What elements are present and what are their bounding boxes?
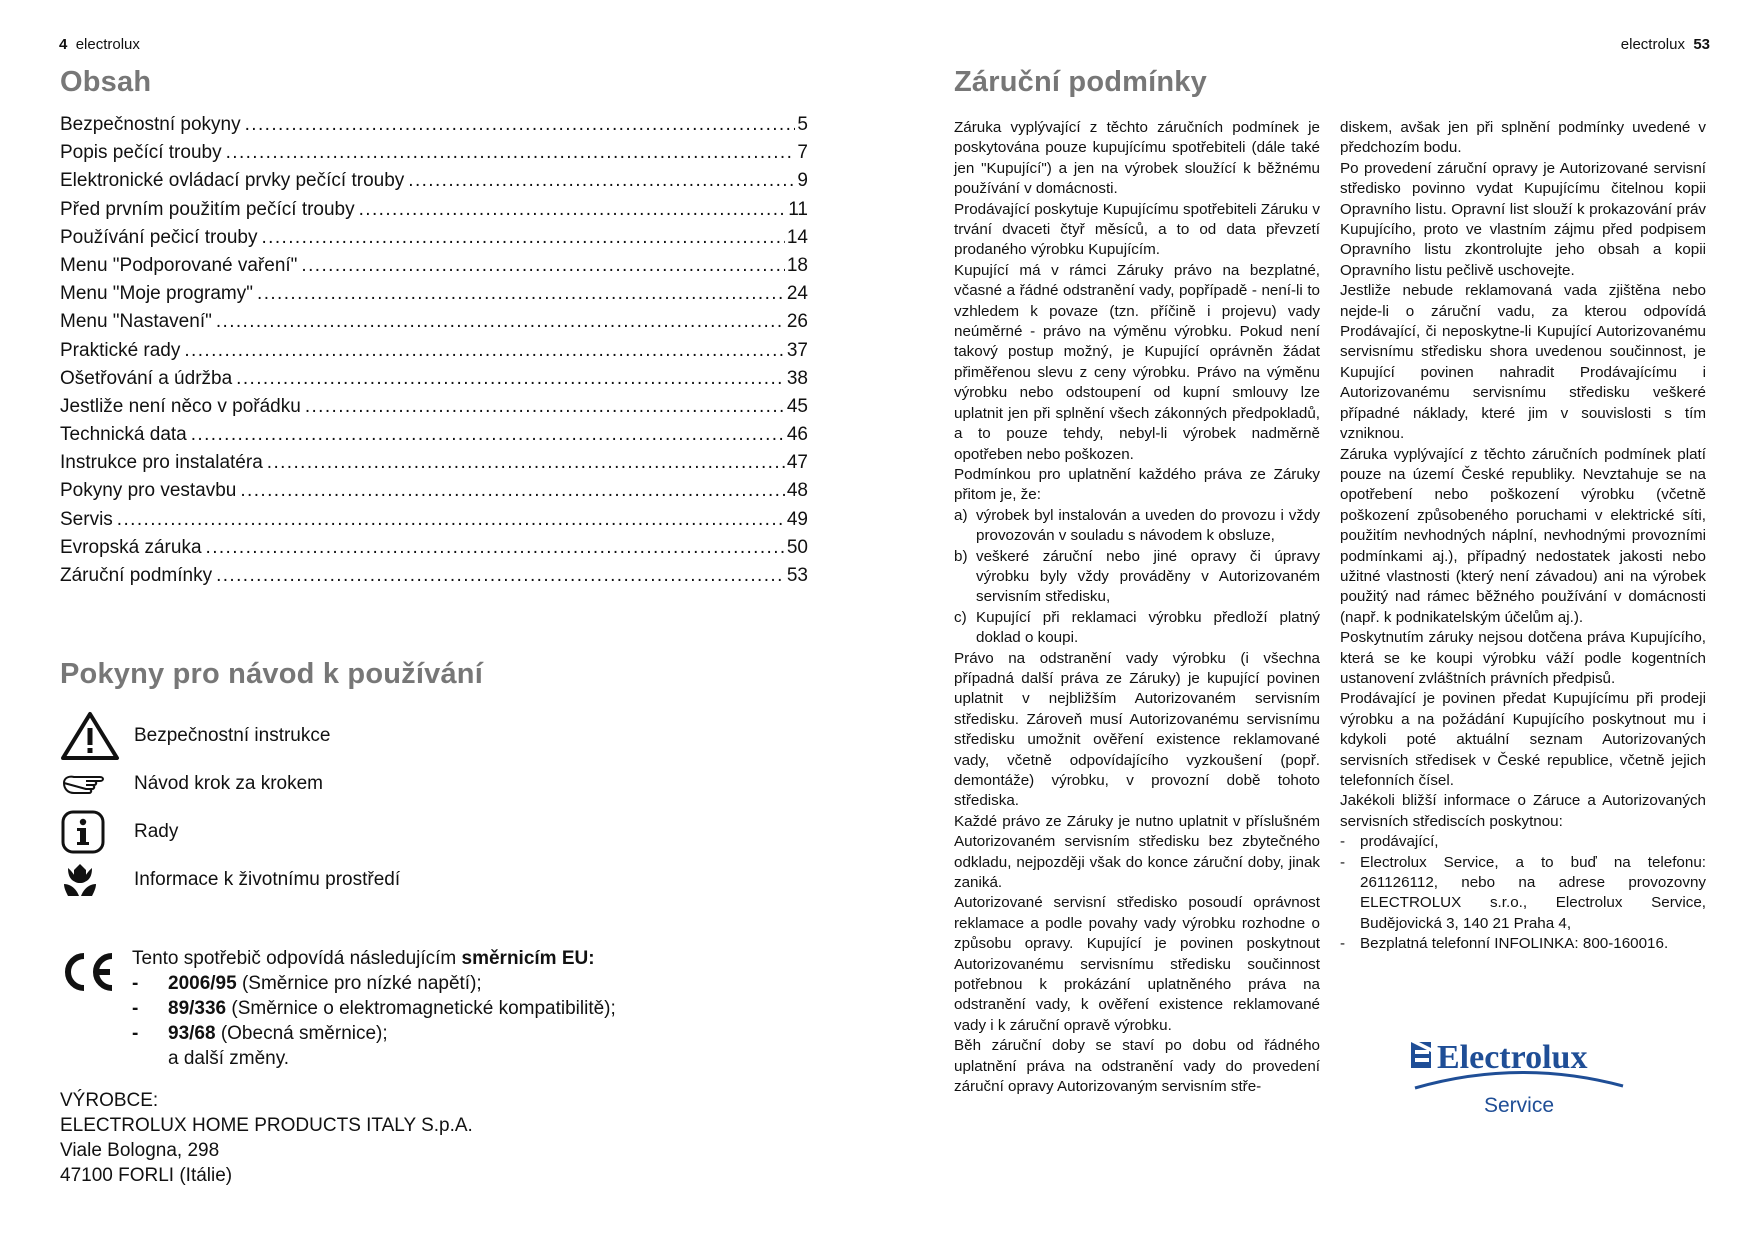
- legend-label: Rady: [134, 821, 179, 842]
- warranty-column-1: [954, 118, 1320, 1098]
- legend-row-environment: [60, 856, 760, 904]
- electrolux-service-logo: [1409, 1036, 1629, 1120]
- manufacturer-name: ELECTROLUX HOME PRODUCTS ITALY S.p.A.: [60, 1115, 473, 1136]
- toc-entry-page: 24: [786, 283, 808, 305]
- paragraph: Právo na odstranění vady výrobku (i všechna případná další práva ze Záruky) je kupující povinen uplatnit v nejbližším Autorizovaném servisním středisku. Zároveň musí Autorizovanému servisnímu středisku umožnit ověření existence reklamované vady, včetně odpovídajícího vyzkoušení (popř. demontáže) výrobku, v provozní době tohoto střediska.: [954, 649, 1320, 810]
- toc-entry-title: Popis pečící trouby: [60, 142, 222, 164]
- paragraph: Prodávající je povinen předat Kupujícímu při prodeji výrobku a na požádání Kupujícího poskytnout mu i kdykoli poté aktuální seznam Autorizovaných servisních středisek v České republice, včetně jejich telefonních čísel.: [1340, 690, 1706, 789]
- ce-intro: Tento spotřebič odpovídá následujícím směrnicím EU:: [132, 948, 595, 969]
- electrolux-emblem-icon: [1411, 1038, 1431, 1068]
- paragraph: Autorizované servisní středisko posoudí oprávnost reklamace a podle povahy vady výrobku rozhodne o způsobu opravy. Kupující je povinen poskytnout Autorizovanému servisnímu středisku součinnost potřebnou k prokázání uplatněného práva na odstranění vady, k ověření existence reklamované vady i k záruční opravě výrobku.: [954, 894, 1320, 1034]
- toc-entry-page: 46: [786, 424, 808, 446]
- legend-row-tips: [60, 808, 760, 856]
- warning-triangle-icon: [60, 712, 132, 760]
- toc-leader-dots: [257, 283, 785, 305]
- toc-entry: [60, 170, 808, 198]
- paragraph: Běh záruční doby se staví po dobu od řádného uplatnění práva na odstranění vady do provedení záruční opravy Autorizovaným servisním stře-: [954, 1037, 1320, 1096]
- toc-entry: [60, 509, 808, 537]
- right-page: [877, 0, 1754, 1240]
- toc-entry-title: Evropská záruka: [60, 536, 202, 558]
- legend-row-safety: [60, 712, 760, 760]
- toc-entry: [60, 452, 808, 480]
- condition-item: a) výrobek byl instalován a uveden do provozu i vždy provozován v souladu s návodem k obsluze,: [954, 506, 1320, 545]
- ce-mark-icon: [60, 950, 116, 994]
- toc-entry-page: 14: [786, 226, 808, 248]
- logo-wordmark: Electrolux: [1437, 1039, 1588, 1076]
- toc-entry-title: Používání pečicí trouby: [60, 226, 258, 248]
- toc-entry-page: 37: [786, 339, 808, 361]
- left-page-header: [59, 36, 140, 53]
- toc-entry-title: Pokyny pro vestavbu: [60, 480, 237, 502]
- toc-entry: [60, 396, 808, 424]
- toc-leader-dots: [216, 565, 785, 587]
- toc-entry-title: Ošetřování a údržba: [60, 367, 233, 389]
- toc-leader-dots: [117, 509, 785, 531]
- toc-leader-dots: [216, 311, 785, 333]
- manufacturer-city: 47100 FORLI (Itálie): [60, 1165, 233, 1186]
- toc-entry: [60, 255, 808, 283]
- toc-leader-dots: [236, 368, 785, 390]
- toc-entry: [60, 368, 808, 396]
- paragraph: Jestliže nebude reklamovaná vada zjištěna nebo nejde-li o záruční vadu, za kterou odpovídá Prodávající, či neposkytne-li Kupující Autorizovanému servisnímu středisku shora uvedenou součinnost, je Kupující povinen nahradit Prodávajícímu i Autorizovanému servisnímu středisku veškeré případné náklady, které jim v souvislosti s tím vzniknou.: [1340, 282, 1706, 443]
- toc-entry-page: 26: [786, 311, 808, 333]
- toc-entry-page: 5: [797, 114, 808, 135]
- toc-entry-page: 48: [786, 480, 808, 502]
- toc-leader-dots: [184, 340, 784, 362]
- left-header-brand: electrolux: [75, 36, 140, 53]
- legend-row-steps: [60, 760, 760, 808]
- left-page-number: 4: [59, 36, 68, 53]
- toc-leader-dots: [206, 537, 785, 559]
- manufacturer-street: Viale Bologna, 298: [60, 1140, 220, 1161]
- toc-leader-dots: [359, 199, 787, 221]
- toc-entry-page: 45: [786, 395, 808, 417]
- contact-item: - Bezplatná telefonní INFOLINKA: 800-160016.: [1340, 935, 1669, 953]
- toc-leader-dots: [267, 452, 785, 474]
- toc-entry-title: Bezpečnostní pokyny: [60, 114, 241, 135]
- paragraph: Podmínkou pro uplatnění každého práva ze Záruky přitom je, že:: [954, 465, 1320, 504]
- toc-entry: [60, 565, 808, 593]
- toc-entry: [60, 311, 808, 339]
- logo-service-label: Service: [1483, 1094, 1555, 1117]
- toc-entry: [60, 283, 808, 311]
- toc-entry-page: 47: [786, 452, 808, 474]
- warranty-column-2: [1340, 118, 1706, 955]
- ce-directive: - 89/336 (Směrnice o elektromagnetické kompatibilitě);: [132, 998, 616, 1019]
- toc-entry-title: Před prvním použitím pečící trouby: [60, 198, 355, 220]
- toc-leader-dots: [301, 255, 784, 277]
- table-of-contents: [60, 114, 808, 593]
- toc-entry: [60, 480, 808, 508]
- condition-item: b) veškeré záruční nebo jiné opravy či úpravy výrobku byly vždy prováděny v Autorizovaném servisním středisku,: [954, 547, 1320, 606]
- ce-directive: - 2006/95 (Směrnice pro nízké napětí);: [132, 973, 482, 994]
- ce-directive: - 93/68 (Obecná směrnice);: [132, 1023, 388, 1044]
- toc-entry-title: Jestliže není něco v pořádku: [60, 395, 301, 417]
- toc-entry-page: 11: [788, 198, 808, 220]
- toc-entry-page: 49: [786, 508, 808, 530]
- toc-entry-page: 53: [786, 565, 808, 586]
- instructions-title: Pokyny pro návod k používání: [60, 658, 483, 690]
- paragraph: diskem, avšak jen při splnění podmínky uvedené v předchozím bodu.: [1340, 119, 1706, 157]
- toc-entry-page: 38: [786, 367, 808, 389]
- toc-entry-title: Menu "Moje programy": [60, 283, 254, 305]
- toc-leader-dots: [245, 114, 796, 136]
- toc-entry: [60, 340, 808, 368]
- toc-entry-title: Instrukce pro instalatéra: [60, 452, 263, 474]
- paragraph: Prodávající poskytuje Kupujícímu spotřebiteli Záruku v trvání dvaceti čtyř měsíců, a to od data převzetí prodaného výrobku Kupujícím.: [954, 200, 1320, 259]
- ce-tail: a další změny.: [168, 1048, 290, 1069]
- toc-entry-page: 50: [786, 536, 808, 558]
- toc-entry-page: 9: [797, 170, 808, 192]
- legend-label: Informace k životnímu prostředí: [134, 869, 401, 890]
- toc-entry-title: Servis: [60, 508, 113, 530]
- toc-leader-dots: [191, 424, 785, 446]
- contact-item: - prodávající,: [1340, 833, 1439, 851]
- toc-entry-title: Menu "Podporované vaření": [60, 254, 298, 276]
- toc-leader-dots: [262, 227, 785, 249]
- right-page-header: [1621, 36, 1710, 53]
- toc-entry-title: Technická data: [60, 424, 187, 446]
- condition-item: c) Kupující při reklamaci výrobku předloží platný doklad o koupi.: [954, 608, 1320, 647]
- legend-label: Návod krok za krokem: [134, 773, 324, 794]
- info-icon: [60, 808, 132, 856]
- toc-entry-title: Menu "Nastavení": [60, 311, 212, 333]
- paragraph: Poskytnutím záruky nejsou dotčena práva Kupujícího, která se ke koupi výrobku váží podle kogentních ustanovení zvláštních právních předpisů.: [1340, 629, 1706, 687]
- environment-flower-icon: [60, 856, 132, 904]
- toc-entry-page: 18: [786, 254, 808, 276]
- paragraph: Záruka vyplývající z těchto záručních podmínek je poskytována pouze kupujícímu spotřebiteli (dále také jen "Kupující") a jen na výrobek sloužící k běžnému používání v domácnosti.: [954, 119, 1320, 198]
- paragraph: Každé právo ze Záruky je nutno uplatnit v příslušném Autorizovaném servisním středisku bez zbytečného odkladu, nejpozději však do konce záruční doby, jinak zaniká.: [954, 812, 1320, 892]
- right-header-brand: electrolux: [1620, 36, 1685, 53]
- contact-item: - Electrolux Service, a to buď na telefonu: 261126112, nebo na adrese provozovny ELECTROLUX s.r.o., Electrolux Service, Budějovická 3, 140 21 Praha 4,: [1340, 853, 1706, 932]
- legend-label: Bezpečnostní instrukce: [134, 725, 331, 746]
- toc-entry-title: Praktické rady: [60, 339, 181, 361]
- toc-leader-dots: [240, 480, 784, 502]
- toc-entry-title: Elektronické ovládací prvky pečící trouby: [60, 170, 405, 192]
- right-page-number: 53: [1693, 36, 1710, 53]
- toc-entry-title: Záruční podmínky: [60, 565, 213, 586]
- toc-entry: [60, 142, 808, 170]
- toc-entry: [60, 199, 808, 227]
- paragraph: Jakékoli bližší informace o Záruce a Autorizovaných servisních střediscích poskytnou:: [1340, 792, 1706, 830]
- manufacturer-block: [60, 1088, 473, 1188]
- paragraph: Kupující má v rámci Záruky právo na bezplatné, včasné a řádné odstranění vady, popřípadě - není-li to vzhledem k povaze (tzn. příčině i projevu) vady neúměrné - právo na výměnu výrobku. Pokud není takový postup možný, je Kupující oprávněn žádat přiměřenou slevu z ceny výrobku. Právo na výměnu výrobku nebo odstoupení od kupní smlouvy lze uplatnit jen při splnění všech zákonných předpokladů, a to pouze tehdy, nebyl-li výrobek nadměrně opotřeben nebo poškozen.: [954, 261, 1320, 463]
- symbol-legend: [60, 712, 760, 904]
- toc-entry-page: 7: [797, 142, 808, 164]
- contents-title: Obsah: [60, 66, 152, 98]
- warranty-title: Záruční podmínky: [954, 66, 1207, 98]
- manufacturer-label: VÝROBCE:: [60, 1090, 159, 1111]
- toc-leader-dots: [226, 142, 796, 164]
- toc-entry: [60, 114, 808, 142]
- toc-leader-dots: [305, 396, 785, 418]
- toc-entry: [60, 424, 808, 452]
- paragraph: Záruka vyplývající z těchto záručních podmínek platí pouze na území České republiky. Nevztahuje se na opotřebení nebo poškození výrobku (včetně poškození způsobeného poruchami v elektrické síti, použitím nevhodných náplní, nevhodnými provozními podmínkami aj.), případný nedostatek jakosti nebo užitné vlastnosti (který není závadou) ani na výrobek použitý nad rámec běžného používání v domácnosti (např. k podnikatelským účelům aj.).: [1340, 445, 1706, 626]
- pointing-hand-icon: [60, 760, 132, 808]
- paragraph: Po provedení záruční opravy je Autorizované servisní středisko povinno vydat Kupujícímu čitelnou kopii Opravního listu. Opravní list slouží k prokazování práv Kupujícího, proto ve vlastním zájmu před podpisem Opravního listu zkontrolujte jeho obsah a kopii Opravního listu pečlivě uschovejte.: [1340, 159, 1706, 279]
- toc-leader-dots: [408, 170, 795, 192]
- toc-entry: [60, 537, 808, 565]
- toc-entry: [60, 227, 808, 255]
